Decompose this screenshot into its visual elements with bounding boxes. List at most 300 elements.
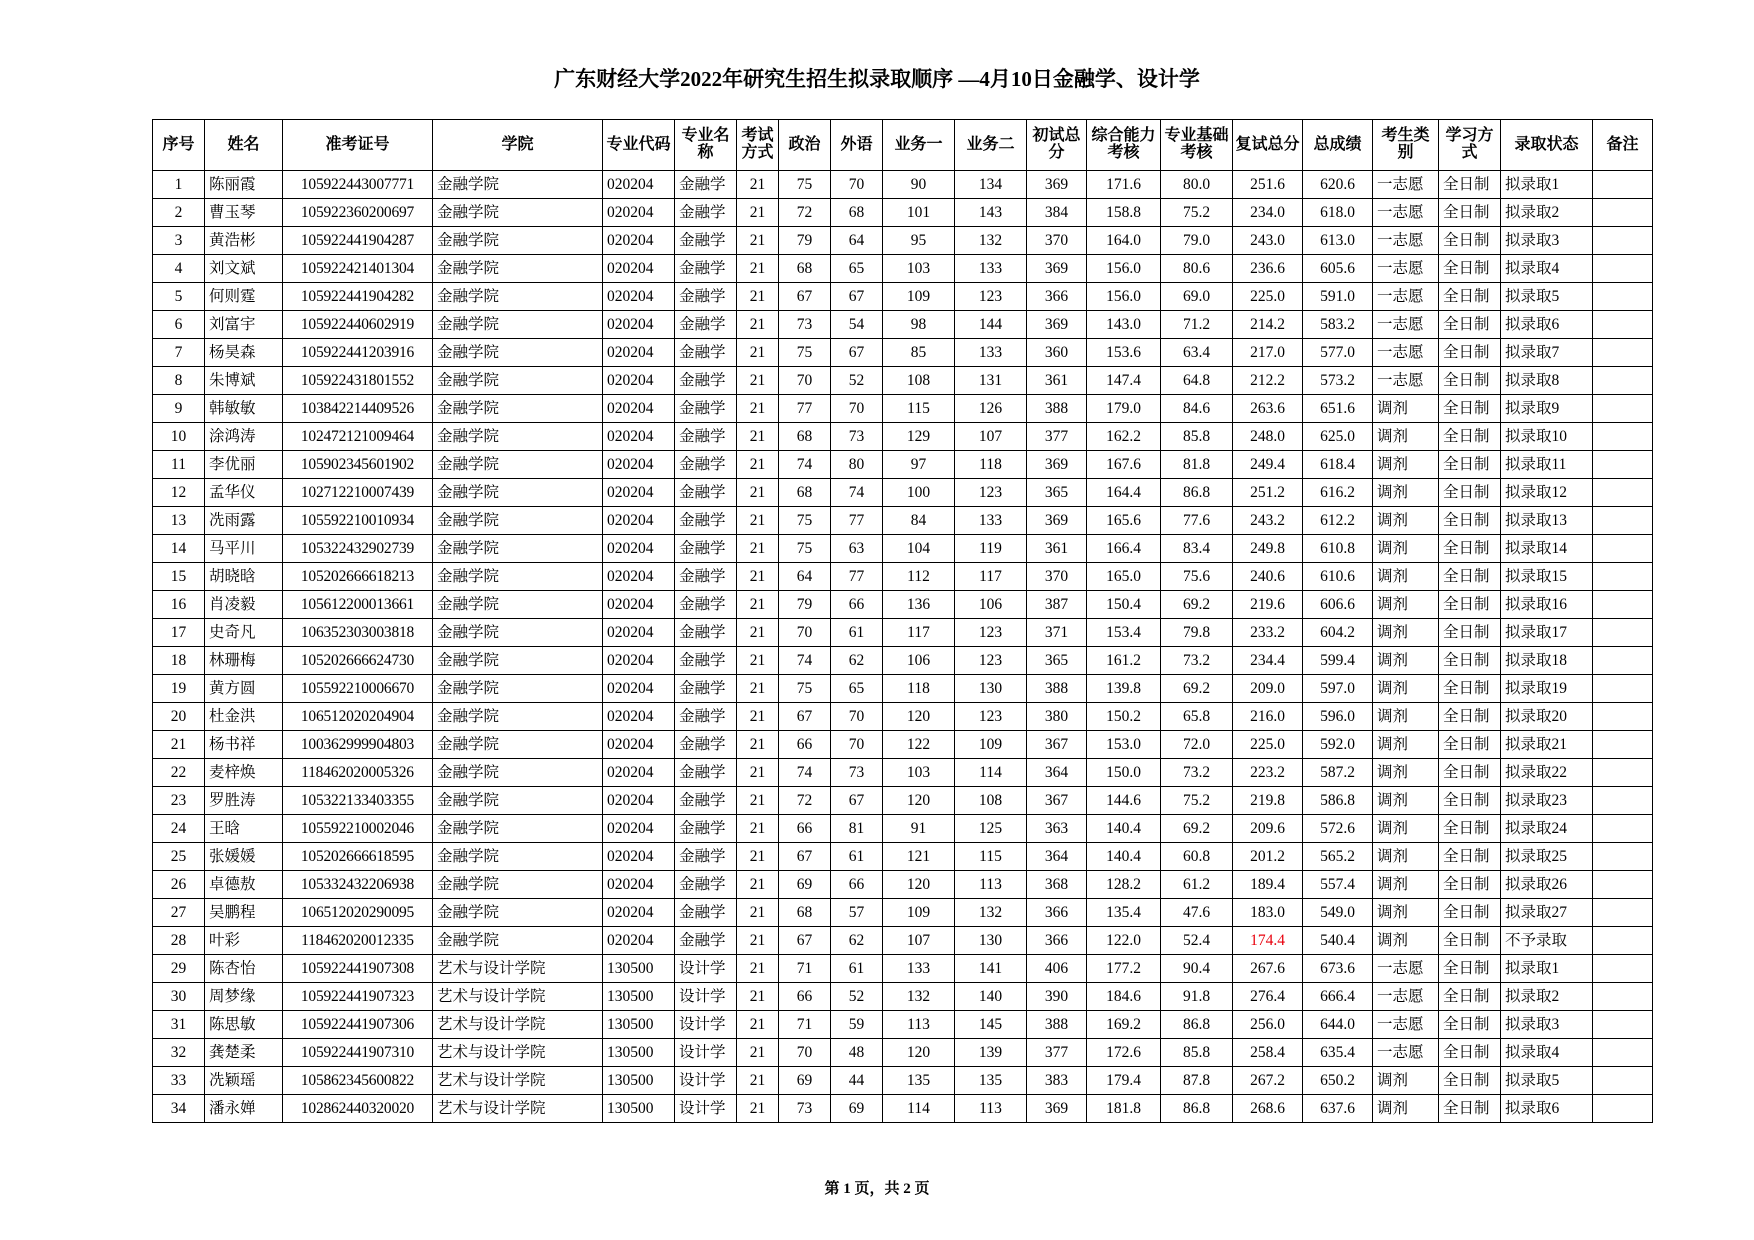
cell-biz2: 109 [955, 731, 1027, 759]
cell-compre: 144.6 [1087, 787, 1161, 815]
column-header-label: 业务二 [966, 135, 1015, 153]
cell-total1: 388 [1027, 395, 1087, 423]
cell-college: 金融学院 [433, 675, 603, 703]
cell-retest: 225.0 [1233, 731, 1303, 759]
cell-seq: 15 [153, 563, 205, 591]
cell-mode: 21 [737, 899, 779, 927]
column-header-label: 总成绩 [1313, 135, 1362, 153]
cell-ticket: 106512020204904 [283, 703, 433, 731]
cell-status: 拟录取12 [1501, 479, 1593, 507]
cell-total1: 360 [1027, 339, 1087, 367]
cell-politics: 67 [779, 283, 831, 311]
cell-status: 拟录取5 [1501, 1067, 1593, 1095]
cell-cand: 一志愿 [1373, 171, 1439, 199]
column-header-ticket [283, 120, 433, 171]
cell-compre: 128.2 [1087, 871, 1161, 899]
cell-status: 拟录取15 [1501, 563, 1593, 591]
cell-biz2: 126 [955, 395, 1027, 423]
cell-total1: 364 [1027, 843, 1087, 871]
cell-college: 艺术与设计学院 [433, 983, 603, 1011]
cell-mode: 21 [737, 423, 779, 451]
cell-status: 拟录取26 [1501, 871, 1593, 899]
column-header-seq [153, 120, 205, 171]
cell-mode: 21 [737, 507, 779, 535]
column-header-label: 录取状态 [1514, 135, 1579, 153]
cell-final: 613.0 [1303, 227, 1373, 255]
cell-mode: 21 [737, 283, 779, 311]
cell-college: 金融学院 [433, 227, 603, 255]
cell-biz1: 115 [883, 395, 955, 423]
cell-compre: 164.4 [1087, 479, 1161, 507]
cell-major: 金融学 [675, 703, 737, 731]
cell-politics: 74 [779, 647, 831, 675]
cell-cand: 一志愿 [1373, 1011, 1439, 1039]
table-row [153, 479, 1653, 507]
cell-total1: 370 [1027, 563, 1087, 591]
cell-major: 金融学 [675, 199, 737, 227]
cell-college: 艺术与设计学院 [433, 1039, 603, 1067]
cell-name: 杜金洪 [205, 703, 283, 731]
cell-cand: 调剂 [1373, 619, 1439, 647]
cell-ticket: 105922360200697 [283, 199, 433, 227]
cell-ticket: 105922441907308 [283, 955, 433, 983]
cell-foreign: 67 [831, 283, 883, 311]
cell-mode: 21 [737, 479, 779, 507]
cell-study: 全日制 [1439, 899, 1501, 927]
cell-retest: 267.6 [1233, 955, 1303, 983]
cell-seq: 9 [153, 395, 205, 423]
cell-basis: 75.2 [1161, 199, 1233, 227]
cell-total1: 369 [1027, 451, 1087, 479]
cell-study: 全日制 [1439, 395, 1501, 423]
cell-total1: 406 [1027, 955, 1087, 983]
cell-retest: 219.6 [1233, 591, 1303, 619]
cell-code: 020204 [603, 675, 675, 703]
cell-mode: 21 [737, 619, 779, 647]
cell-status: 拟录取20 [1501, 703, 1593, 731]
cell-foreign: 52 [831, 367, 883, 395]
cell-basis: 69.2 [1161, 815, 1233, 843]
cell-biz1: 120 [883, 787, 955, 815]
cell-biz2: 130 [955, 675, 1027, 703]
cell-name: 陈思敏 [205, 1011, 283, 1039]
column-header-study [1439, 120, 1501, 171]
cell-cand: 调剂 [1373, 535, 1439, 563]
cell-ticket: 105202666618213 [283, 563, 433, 591]
cell-biz1: 85 [883, 339, 955, 367]
cell-code: 020204 [603, 815, 675, 843]
column-header-politics [779, 120, 831, 171]
cell-mode: 21 [737, 1095, 779, 1123]
cell-compre: 172.6 [1087, 1039, 1161, 1067]
cell-foreign: 69 [831, 1095, 883, 1123]
cell-mode: 21 [737, 927, 779, 955]
cell-status: 拟录取9 [1501, 395, 1593, 423]
cell-status: 拟录取4 [1501, 255, 1593, 283]
cell-cand: 一志愿 [1373, 199, 1439, 227]
cell-remark [1593, 1011, 1653, 1039]
cell-retest: 189.4 [1233, 871, 1303, 899]
cell-ticket: 105612200013661 [283, 591, 433, 619]
cell-basis: 75.2 [1161, 787, 1233, 815]
cell-biz1: 135 [883, 1067, 955, 1095]
cell-mode: 21 [737, 815, 779, 843]
cell-cand: 调剂 [1373, 927, 1439, 955]
cell-remark [1593, 619, 1653, 647]
cell-biz1: 97 [883, 451, 955, 479]
cell-compre: 161.2 [1087, 647, 1161, 675]
cell-politics: 72 [779, 199, 831, 227]
cell-study: 全日制 [1439, 507, 1501, 535]
cell-politics: 77 [779, 395, 831, 423]
cell-seq: 14 [153, 535, 205, 563]
table-row [153, 283, 1653, 311]
cell-final: 605.6 [1303, 255, 1373, 283]
cell-mode: 21 [737, 199, 779, 227]
cell-status: 拟录取13 [1501, 507, 1593, 535]
cell-remark [1593, 927, 1653, 955]
cell-politics: 71 [779, 1011, 831, 1039]
column-header-label: 政治 [788, 135, 821, 153]
cell-biz1: 133 [883, 955, 955, 983]
cell-ticket: 105922441904287 [283, 227, 433, 255]
cell-ticket: 105862345600822 [283, 1067, 433, 1095]
cell-seq: 32 [153, 1039, 205, 1067]
column-header-status [1501, 120, 1593, 171]
cell-compre: 153.6 [1087, 339, 1161, 367]
cell-college: 金融学院 [433, 255, 603, 283]
cell-basis: 86.8 [1161, 1095, 1233, 1123]
cell-foreign: 62 [831, 647, 883, 675]
cell-retest: 236.6 [1233, 255, 1303, 283]
cell-final: 610.6 [1303, 563, 1373, 591]
cell-seq: 28 [153, 927, 205, 955]
cell-total1: 390 [1027, 983, 1087, 1011]
cell-status: 拟录取18 [1501, 647, 1593, 675]
cell-remark [1593, 899, 1653, 927]
cell-remark [1593, 227, 1653, 255]
cell-foreign: 70 [831, 171, 883, 199]
cell-politics: 79 [779, 227, 831, 255]
cell-biz2: 141 [955, 955, 1027, 983]
cell-ticket: 102472121009464 [283, 423, 433, 451]
cell-foreign: 65 [831, 255, 883, 283]
table-row [153, 983, 1653, 1011]
cell-compre: 150.2 [1087, 703, 1161, 731]
cell-retest: 201.2 [1233, 843, 1303, 871]
cell-basis: 86.8 [1161, 479, 1233, 507]
cell-total1: 369 [1027, 1095, 1087, 1123]
cell-remark [1593, 283, 1653, 311]
table-row [153, 423, 1653, 451]
cell-mode: 21 [737, 983, 779, 1011]
table-row [153, 451, 1653, 479]
cell-cand: 一志愿 [1373, 283, 1439, 311]
cell-name: 朱博斌 [205, 367, 283, 395]
cell-mode: 21 [737, 1067, 779, 1095]
cell-code: 020204 [603, 787, 675, 815]
cell-status: 拟录取19 [1501, 675, 1593, 703]
cell-compre: 165.6 [1087, 507, 1161, 535]
cell-name: 张媛媛 [205, 843, 283, 871]
cell-basis: 65.8 [1161, 703, 1233, 731]
cell-biz1: 129 [883, 423, 955, 451]
cell-status: 拟录取1 [1501, 955, 1593, 983]
cell-biz2: 113 [955, 871, 1027, 899]
cell-major: 设计学 [675, 983, 737, 1011]
cell-compre: 139.8 [1087, 675, 1161, 703]
cell-code: 020204 [603, 591, 675, 619]
cell-compre: 179.0 [1087, 395, 1161, 423]
cell-ticket: 105922441907310 [283, 1039, 433, 1067]
cell-seq: 3 [153, 227, 205, 255]
cell-politics: 68 [779, 423, 831, 451]
cell-cand: 调剂 [1373, 871, 1439, 899]
cell-basis: 73.2 [1161, 647, 1233, 675]
table-row [153, 955, 1653, 983]
cell-college: 金融学院 [433, 731, 603, 759]
table-row [153, 367, 1653, 395]
cell-name: 孟华仪 [205, 479, 283, 507]
cell-major: 金融学 [675, 759, 737, 787]
cell-total1: 366 [1027, 283, 1087, 311]
cell-final: 610.8 [1303, 535, 1373, 563]
cell-remark [1593, 367, 1653, 395]
cell-seq: 33 [153, 1067, 205, 1095]
cell-ticket: 105202666618595 [283, 843, 433, 871]
cell-name: 曹玉琴 [205, 199, 283, 227]
cell-remark [1593, 815, 1653, 843]
cell-final: 573.2 [1303, 367, 1373, 395]
cell-seq: 27 [153, 899, 205, 927]
cell-college: 金融学院 [433, 171, 603, 199]
cell-status: 拟录取10 [1501, 423, 1593, 451]
cell-mode: 21 [737, 731, 779, 759]
cell-ticket: 105322432902739 [283, 535, 433, 563]
cell-politics: 64 [779, 563, 831, 591]
cell-total1: 369 [1027, 507, 1087, 535]
admission-table [152, 119, 1653, 1123]
cell-code: 020204 [603, 479, 675, 507]
cell-foreign: 54 [831, 311, 883, 339]
cell-compre: 164.0 [1087, 227, 1161, 255]
cell-name: 刘富宇 [205, 311, 283, 339]
cell-retest: 183.0 [1233, 899, 1303, 927]
cell-basis: 63.4 [1161, 339, 1233, 367]
cell-politics: 66 [779, 815, 831, 843]
cell-remark [1593, 1039, 1653, 1067]
cell-retest: 267.2 [1233, 1067, 1303, 1095]
cell-retest: 225.0 [1233, 283, 1303, 311]
cell-cand: 调剂 [1373, 591, 1439, 619]
cell-college: 艺术与设计学院 [433, 1011, 603, 1039]
cell-study: 全日制 [1439, 1067, 1501, 1095]
cell-foreign: 57 [831, 899, 883, 927]
cell-politics: 67 [779, 703, 831, 731]
cell-final: 625.0 [1303, 423, 1373, 451]
cell-name: 罗胜涛 [205, 787, 283, 815]
cell-major: 金融学 [675, 731, 737, 759]
cell-biz1: 136 [883, 591, 955, 619]
cell-politics: 73 [779, 1095, 831, 1123]
cell-total1: 377 [1027, 1039, 1087, 1067]
cell-code: 020204 [603, 899, 675, 927]
cell-basis: 69.2 [1161, 591, 1233, 619]
cell-remark [1593, 731, 1653, 759]
cell-college: 金融学院 [433, 899, 603, 927]
cell-major: 金融学 [675, 367, 737, 395]
cell-foreign: 61 [831, 619, 883, 647]
table-row [153, 927, 1653, 955]
cell-major: 金融学 [675, 535, 737, 563]
cell-name: 陈杏怡 [205, 955, 283, 983]
cell-foreign: 66 [831, 871, 883, 899]
cell-retest: 209.0 [1233, 675, 1303, 703]
cell-compre: 179.4 [1087, 1067, 1161, 1095]
cell-study: 全日制 [1439, 311, 1501, 339]
cell-retest: 234.0 [1233, 199, 1303, 227]
cell-college: 金融学院 [433, 843, 603, 871]
cell-biz1: 100 [883, 479, 955, 507]
cell-compre: 184.6 [1087, 983, 1161, 1011]
cell-total1: 366 [1027, 899, 1087, 927]
cell-foreign: 81 [831, 815, 883, 843]
cell-foreign: 74 [831, 479, 883, 507]
cell-politics: 75 [779, 535, 831, 563]
cell-politics: 74 [779, 759, 831, 787]
cell-biz2: 140 [955, 983, 1027, 1011]
cell-politics: 68 [779, 255, 831, 283]
cell-code: 020204 [603, 283, 675, 311]
cell-major: 金融学 [675, 311, 737, 339]
cell-major: 金融学 [675, 927, 737, 955]
cell-study: 全日制 [1439, 871, 1501, 899]
cell-status: 拟录取1 [1501, 171, 1593, 199]
cell-compre: 153.0 [1087, 731, 1161, 759]
cell-final: 618.0 [1303, 199, 1373, 227]
cell-seq: 5 [153, 283, 205, 311]
cell-name: 陈丽霞 [205, 171, 283, 199]
cell-ticket: 105922441904282 [283, 283, 433, 311]
cell-remark [1593, 787, 1653, 815]
column-header-biz1 [883, 120, 955, 171]
cell-final: 565.2 [1303, 843, 1373, 871]
cell-retest: 251.6 [1233, 171, 1303, 199]
cell-study: 全日制 [1439, 283, 1501, 311]
cell-basis: 75.6 [1161, 563, 1233, 591]
table-row [153, 1039, 1653, 1067]
cell-politics: 75 [779, 339, 831, 367]
cell-mode: 21 [737, 311, 779, 339]
cell-compre: 150.4 [1087, 591, 1161, 619]
cell-seq: 29 [153, 955, 205, 983]
table-row [153, 591, 1653, 619]
cell-code: 130500 [603, 955, 675, 983]
cell-college: 艺术与设计学院 [433, 955, 603, 983]
cell-final: 620.6 [1303, 171, 1373, 199]
cell-study: 全日制 [1439, 619, 1501, 647]
cell-cand: 调剂 [1373, 787, 1439, 815]
cell-compre: 165.0 [1087, 563, 1161, 591]
cell-final: 592.0 [1303, 731, 1373, 759]
cell-seq: 4 [153, 255, 205, 283]
cell-ticket: 105922441907323 [283, 983, 433, 1011]
cell-biz2: 139 [955, 1039, 1027, 1067]
column-header-code [603, 120, 675, 171]
cell-compre: 135.4 [1087, 899, 1161, 927]
cell-code: 020204 [603, 871, 675, 899]
cell-final: 540.4 [1303, 927, 1373, 955]
table-row [153, 339, 1653, 367]
cell-politics: 73 [779, 311, 831, 339]
table-row [153, 703, 1653, 731]
cell-cand: 一志愿 [1373, 339, 1439, 367]
cell-study: 全日制 [1439, 451, 1501, 479]
cell-major: 金融学 [675, 563, 737, 591]
cell-major: 设计学 [675, 1095, 737, 1123]
column-header-foreign [831, 120, 883, 171]
table-row [153, 171, 1653, 199]
cell-remark [1593, 535, 1653, 563]
cell-code: 020204 [603, 507, 675, 535]
cell-name: 王晗 [205, 815, 283, 843]
cell-compre: 166.4 [1087, 535, 1161, 563]
cell-study: 全日制 [1439, 423, 1501, 451]
page-title: 广东财经大学2022年研究生招生拟录取顺序 —4月10日金融学、设计学 [554, 67, 1200, 91]
cell-mode: 21 [737, 843, 779, 871]
cell-code: 020204 [603, 423, 675, 451]
cell-study: 全日制 [1439, 591, 1501, 619]
table-row [153, 1095, 1653, 1123]
cell-biz2: 118 [955, 451, 1027, 479]
cell-code: 020204 [603, 703, 675, 731]
cell-biz2: 134 [955, 171, 1027, 199]
cell-major: 设计学 [675, 1067, 737, 1095]
cell-college: 艺术与设计学院 [433, 1095, 603, 1123]
table-header [153, 120, 1653, 171]
cell-name: 马平川 [205, 535, 283, 563]
cell-biz1: 103 [883, 759, 955, 787]
cell-name: 胡晓晗 [205, 563, 283, 591]
cell-name: 韩敏敏 [205, 395, 283, 423]
cell-final: 612.2 [1303, 507, 1373, 535]
cell-study: 全日制 [1439, 563, 1501, 591]
cell-biz1: 84 [883, 507, 955, 535]
column-header-total1 [1027, 120, 1087, 171]
cell-name: 周梦缘 [205, 983, 283, 1011]
cell-biz2: 123 [955, 619, 1027, 647]
cell-college: 金融学院 [433, 563, 603, 591]
cell-name: 黄方圆 [205, 675, 283, 703]
cell-basis: 69.2 [1161, 675, 1233, 703]
table-row [153, 227, 1653, 255]
cell-basis: 80.6 [1161, 255, 1233, 283]
cell-mode: 21 [737, 703, 779, 731]
cell-mode: 21 [737, 675, 779, 703]
table-body [153, 171, 1653, 1123]
column-header-label: 考生类别 [1381, 127, 1430, 161]
cell-mode: 21 [737, 339, 779, 367]
column-header-mode [737, 120, 779, 171]
cell-code: 020204 [603, 199, 675, 227]
cell-study: 全日制 [1439, 255, 1501, 283]
cell-final: 618.4 [1303, 451, 1373, 479]
cell-study: 全日制 [1439, 731, 1501, 759]
cell-college: 金融学院 [433, 591, 603, 619]
cell-biz2: 133 [955, 507, 1027, 535]
cell-name: 刘文斌 [205, 255, 283, 283]
cell-name: 龚楚柔 [205, 1039, 283, 1067]
